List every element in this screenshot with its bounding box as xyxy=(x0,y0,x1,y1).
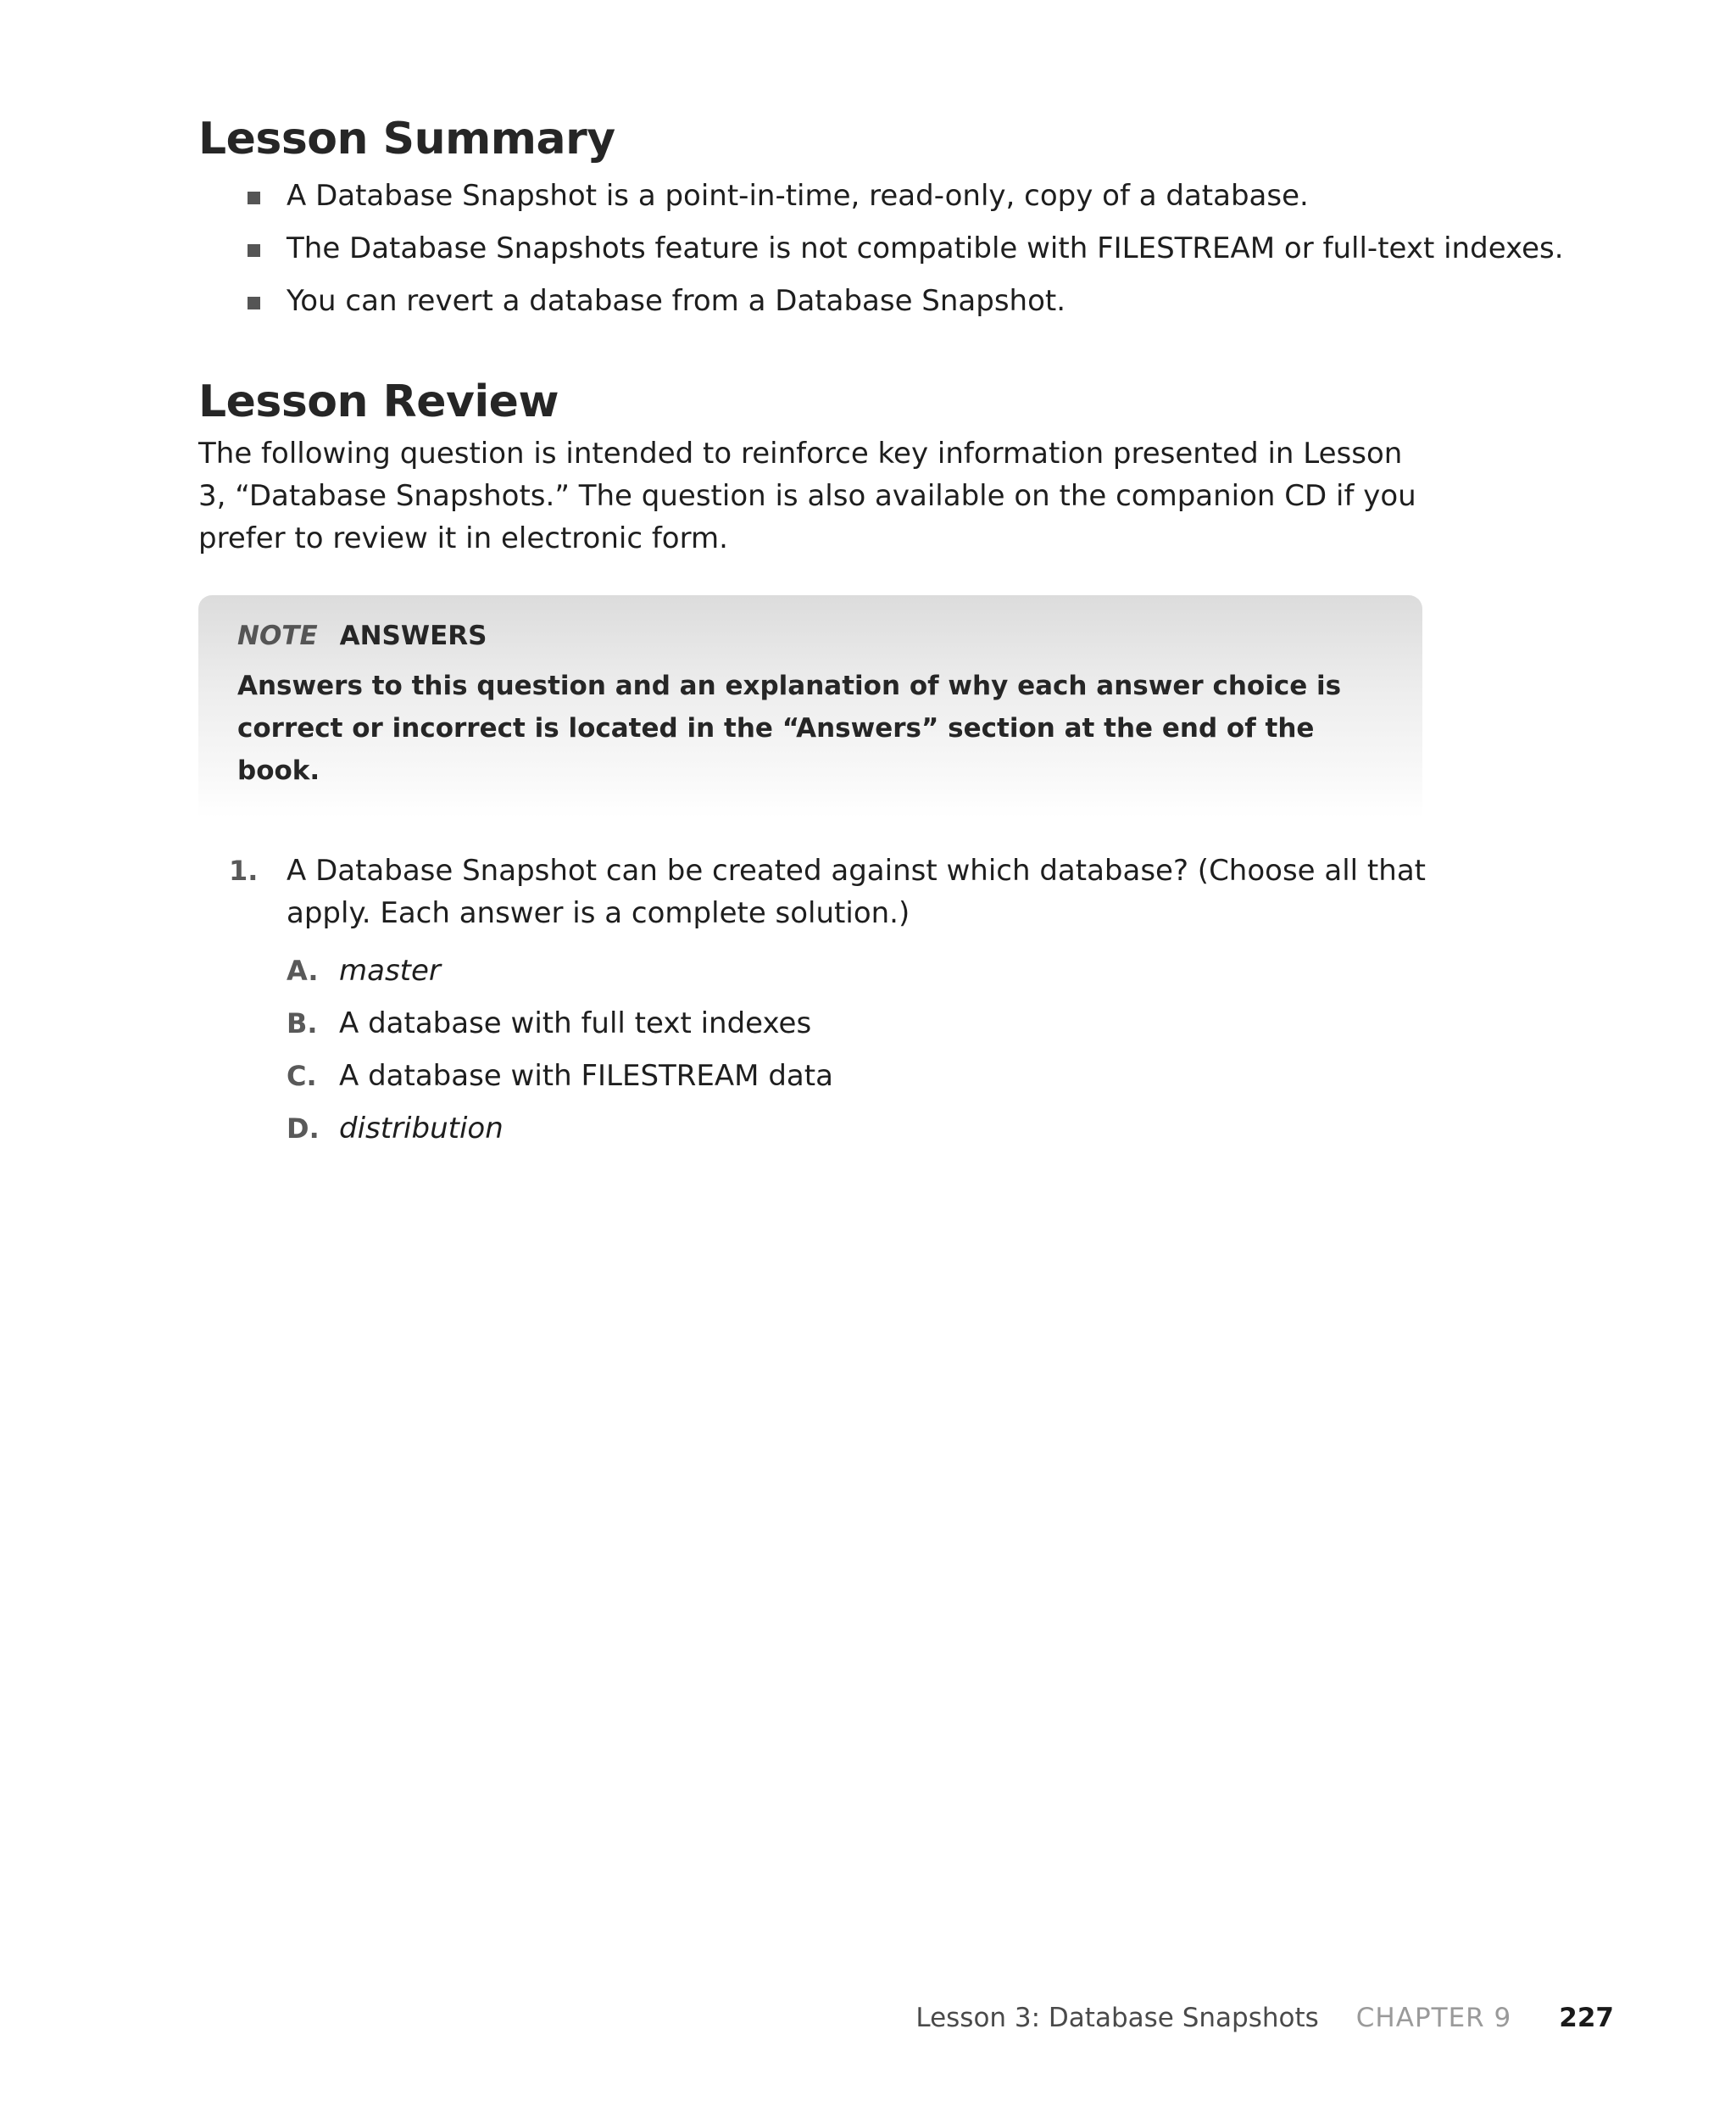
question-item xyxy=(198,850,1427,1155)
choice-letter: C. xyxy=(287,1060,317,1092)
answers-note-box xyxy=(198,595,1422,817)
note-title: ANSWERS xyxy=(339,621,487,651)
summary-bullet-text: The Database Snapshots feature is not compatible with FILESTREAM or full-text indexes. xyxy=(287,231,1564,265)
choice-text: A database with full text indexes xyxy=(339,1006,812,1040)
summary-bullet-text: You can revert a database from a Database Snapshot. xyxy=(287,284,1066,318)
square-bullet-icon xyxy=(248,244,260,257)
square-bullet-icon xyxy=(248,192,260,204)
summary-bullet-list xyxy=(198,170,1564,327)
page-footer xyxy=(915,1998,1614,2038)
square-bullet-icon xyxy=(248,297,260,309)
question-number: 1. xyxy=(229,855,259,887)
question-text: A Database Snapshot can be created against which database? (Choose all that apply. Each answer is a complete solution.) xyxy=(287,854,1426,930)
choice-text: master xyxy=(339,954,441,988)
note-body: Answers to this question and an explanation of why each answer choice is correct or incorrect is located in the “Answers” section at the end of the book. xyxy=(237,671,1342,786)
footer-lesson-title: Lesson 3: Database Snapshots xyxy=(915,2003,1319,2033)
footer-chapter: CHAPTER 9 xyxy=(1355,2003,1512,2033)
summary-bullet xyxy=(198,222,1564,275)
page-number: 227 xyxy=(1559,2003,1614,2033)
summary-bullet xyxy=(198,275,1427,327)
answer-choice xyxy=(287,1102,1427,1155)
choice-letter: D. xyxy=(287,1112,320,1145)
summary-bullet xyxy=(198,170,1427,222)
page-content xyxy=(198,109,1564,1155)
lesson-summary-heading: Lesson Summary xyxy=(198,114,615,164)
choice-text: A database with FILESTREAM data xyxy=(339,1059,833,1093)
choice-text: distribution xyxy=(339,1112,504,1145)
answer-choice xyxy=(287,1050,1427,1102)
note-label: NOTE xyxy=(237,621,318,651)
note-header xyxy=(237,616,1383,656)
answer-choice xyxy=(287,945,1427,997)
summary-bullet-text: A Database Snapshot is a point-in-time, read-only, copy of a database. xyxy=(287,179,1309,213)
answer-choice-list xyxy=(287,945,1427,1155)
answer-choice xyxy=(287,997,1427,1050)
lesson-review-heading: Lesson Review xyxy=(198,376,559,427)
choice-letter: B. xyxy=(287,1007,318,1039)
lesson-review-intro: The following question is intended to reinforce key information presented in Lesson 3, “Database Snapshots.” The question is also available on the companion CD if you prefer to review it in electronic form. xyxy=(198,437,1416,555)
choice-letter: A. xyxy=(287,955,319,987)
